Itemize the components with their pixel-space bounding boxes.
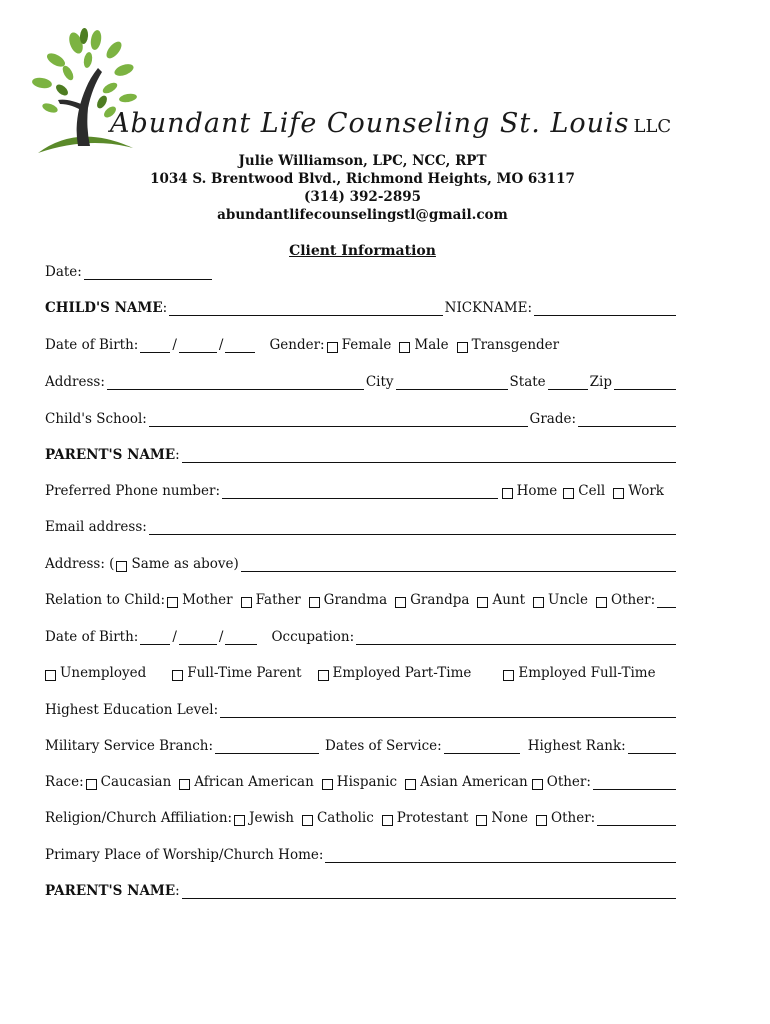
race-other-label: Other:	[546, 774, 591, 790]
phone-row	[45, 479, 678, 499]
military-row	[45, 734, 678, 754]
dates-service-field[interactable]	[444, 740, 520, 754]
parent-address-row	[45, 552, 678, 572]
parent-name-row-2	[45, 879, 678, 899]
cell-checkbox[interactable]	[563, 488, 574, 499]
ft-parent-label: Full-Time Parent	[187, 665, 302, 681]
nickname-label: NICKNAME:	[444, 300, 532, 316]
education-row	[45, 698, 678, 718]
caucasian-checkbox[interactable]	[86, 779, 97, 790]
zip-label: Zip	[589, 374, 612, 390]
father-checkbox[interactable]	[241, 597, 252, 608]
therapist-name: Julie Williamson, LPC, NCC, RPT	[238, 153, 487, 169]
religion-other-label: Other:	[551, 810, 596, 826]
parent-name-field-2[interactable]	[182, 885, 676, 899]
employed-pt-label: Employed Part-Time	[332, 665, 472, 681]
transgender-checkbox[interactable]	[457, 342, 468, 353]
african-american-checkbox[interactable]	[179, 779, 190, 790]
relation-label: Relation to Child:	[45, 592, 166, 608]
child-address-row	[45, 370, 678, 390]
slash: /	[218, 629, 224, 645]
race-row	[45, 770, 678, 790]
grandma-label: Grandma	[323, 592, 388, 608]
hispanic-label: Hispanic	[336, 774, 398, 790]
parent-dob-year-field[interactable]	[225, 631, 257, 645]
email-label: Email address:	[45, 519, 147, 535]
ft-parent-checkbox[interactable]	[172, 670, 183, 681]
male-label: Male	[414, 337, 449, 353]
race-other-checkbox[interactable]	[532, 779, 543, 790]
parent-dob-label: Date of Birth:	[45, 629, 139, 645]
email-field[interactable]	[149, 521, 676, 535]
asian-american-checkbox[interactable]	[405, 779, 416, 790]
zip-field[interactable]	[614, 376, 676, 390]
employment-row	[45, 661, 678, 681]
office-phone: (314) 392-2895	[303, 189, 421, 205]
child-dob-row	[45, 333, 678, 353]
worship-row	[45, 843, 678, 863]
colon: :	[175, 883, 180, 899]
father-label: Father	[255, 592, 301, 608]
email-row	[45, 515, 678, 535]
education-label: Highest Education Level:	[45, 702, 219, 718]
transgender-label: Transgender	[471, 337, 560, 353]
nickname-field[interactable]	[534, 302, 676, 316]
other-checkbox[interactable]	[596, 597, 607, 608]
catholic-checkbox[interactable]	[302, 815, 313, 826]
slash: /	[172, 629, 177, 645]
other-label: Other:	[611, 592, 656, 608]
date-field[interactable]	[84, 266, 212, 280]
race-label: Race:	[45, 774, 84, 790]
gender-label: Gender:	[269, 337, 325, 353]
caucasian-label: Caucasian	[100, 774, 172, 790]
protestant-checkbox[interactable]	[382, 815, 393, 826]
worship-label: Primary Place of Worship/Church Home:	[45, 847, 324, 863]
grade-field[interactable]	[578, 413, 676, 427]
child-name-label: CHILD'S NAME	[45, 300, 163, 316]
religion-label: Religion/Church Affiliation:	[45, 810, 233, 826]
slash: /	[172, 337, 177, 353]
date-label: Date:	[45, 264, 82, 280]
colon: :	[162, 300, 168, 316]
aunt-checkbox[interactable]	[477, 597, 488, 608]
rank-label: Highest Rank:	[527, 738, 626, 754]
brand-name: Abundant Life Counseling St. Louis LLC	[110, 108, 672, 139]
occupation-label: Occupation:	[271, 629, 355, 645]
unemployed-label: Unemployed	[60, 665, 147, 681]
other-relation-field[interactable]	[657, 594, 676, 608]
religion-other-field[interactable]	[597, 812, 676, 826]
slash: /	[218, 337, 224, 353]
home-checkbox[interactable]	[502, 488, 513, 499]
parent-address-field[interactable]	[241, 558, 676, 572]
parent-dob-row	[45, 625, 678, 645]
military-branch-field[interactable]	[215, 740, 319, 754]
race-other-field[interactable]	[593, 776, 676, 790]
none-checkbox[interactable]	[476, 815, 487, 826]
education-field[interactable]	[220, 704, 676, 718]
parent-name-row	[45, 443, 678, 463]
dob-year-field[interactable]	[225, 339, 255, 353]
child-name-row	[45, 296, 678, 316]
rank-field[interactable]	[628, 740, 676, 754]
address-field[interactable]	[107, 376, 364, 390]
phone-label: Preferred Phone number:	[45, 483, 221, 499]
male-checkbox[interactable]	[399, 342, 410, 353]
asian-american-label: Asian American	[420, 774, 528, 790]
same-as-above-label: Same as above)	[131, 556, 239, 572]
parent-dob-month-field[interactable]	[140, 631, 170, 645]
female-label: Female	[341, 337, 392, 353]
mother-label: Mother	[182, 592, 233, 608]
dob-day-field[interactable]	[179, 339, 217, 353]
dob-month-field[interactable]	[140, 339, 170, 353]
work-checkbox[interactable]	[613, 488, 624, 499]
dob-label: Date of Birth:	[45, 337, 139, 353]
parent-name-label: PARENT'S NAME	[45, 447, 176, 463]
military-label: Military Service Branch:	[45, 738, 214, 754]
dates-service-label: Dates of Service:	[325, 738, 442, 754]
parent-dob-day-field[interactable]	[179, 631, 217, 645]
employed-pt-checkbox[interactable]	[318, 670, 329, 681]
parent-address-label: Address: (	[45, 556, 115, 572]
catholic-label: Catholic	[316, 810, 374, 826]
relation-row	[45, 588, 678, 608]
school-label: Child's School:	[45, 411, 147, 427]
protestant-label: Protestant	[396, 810, 469, 826]
uncle-checkbox[interactable]	[533, 597, 544, 608]
employed-ft-label: Employed Full-Time	[518, 665, 656, 681]
employed-ft-checkbox[interactable]	[503, 670, 514, 681]
grandpa-checkbox[interactable]	[395, 597, 406, 608]
school-field[interactable]	[149, 413, 528, 427]
parent-name-field[interactable]	[182, 449, 676, 463]
state-field[interactable]	[548, 376, 588, 390]
hispanic-checkbox[interactable]	[322, 779, 333, 790]
aunt-label: Aunt	[492, 592, 526, 608]
city-label: City	[365, 374, 394, 390]
grade-label: Grade:	[529, 411, 576, 427]
jewish-label: Jewish	[249, 810, 294, 826]
worship-field[interactable]	[325, 849, 676, 863]
female-checkbox[interactable]	[327, 342, 338, 353]
office-email: abundantlifecounselingstl@gmail.com	[217, 207, 508, 223]
religion-row	[45, 806, 678, 826]
date-row	[45, 260, 678, 280]
grandma-checkbox[interactable]	[309, 597, 320, 608]
same-as-above-checkbox[interactable]	[116, 561, 127, 572]
school-row	[45, 407, 678, 427]
work-label: Work	[628, 483, 664, 499]
african-american-label: African American	[194, 774, 314, 790]
unemployed-checkbox[interactable]	[45, 670, 56, 681]
office-address: 1034 S. Brentwood Blvd., Richmond Heights, MO 63117	[150, 171, 575, 187]
jewish-checkbox[interactable]	[234, 815, 245, 826]
mother-checkbox[interactable]	[167, 597, 178, 608]
cell-label: Cell	[578, 483, 606, 499]
parent-name-label-2: PARENT'S NAME	[45, 883, 176, 899]
occupation-field[interactable]	[356, 631, 676, 645]
child-name-field[interactable]	[169, 302, 442, 316]
address-label: Address:	[45, 374, 105, 390]
phone-field[interactable]	[222, 485, 498, 499]
state-label: State	[509, 374, 546, 390]
colon: :	[175, 447, 180, 463]
religion-other-checkbox[interactable]	[536, 815, 547, 826]
uncle-label: Uncle	[548, 592, 588, 608]
home-label: Home	[516, 483, 558, 499]
none-label: None	[491, 810, 529, 826]
city-field[interactable]	[396, 376, 508, 390]
form-title: Client Information	[289, 243, 436, 259]
grandpa-label: Grandpa	[410, 592, 470, 608]
